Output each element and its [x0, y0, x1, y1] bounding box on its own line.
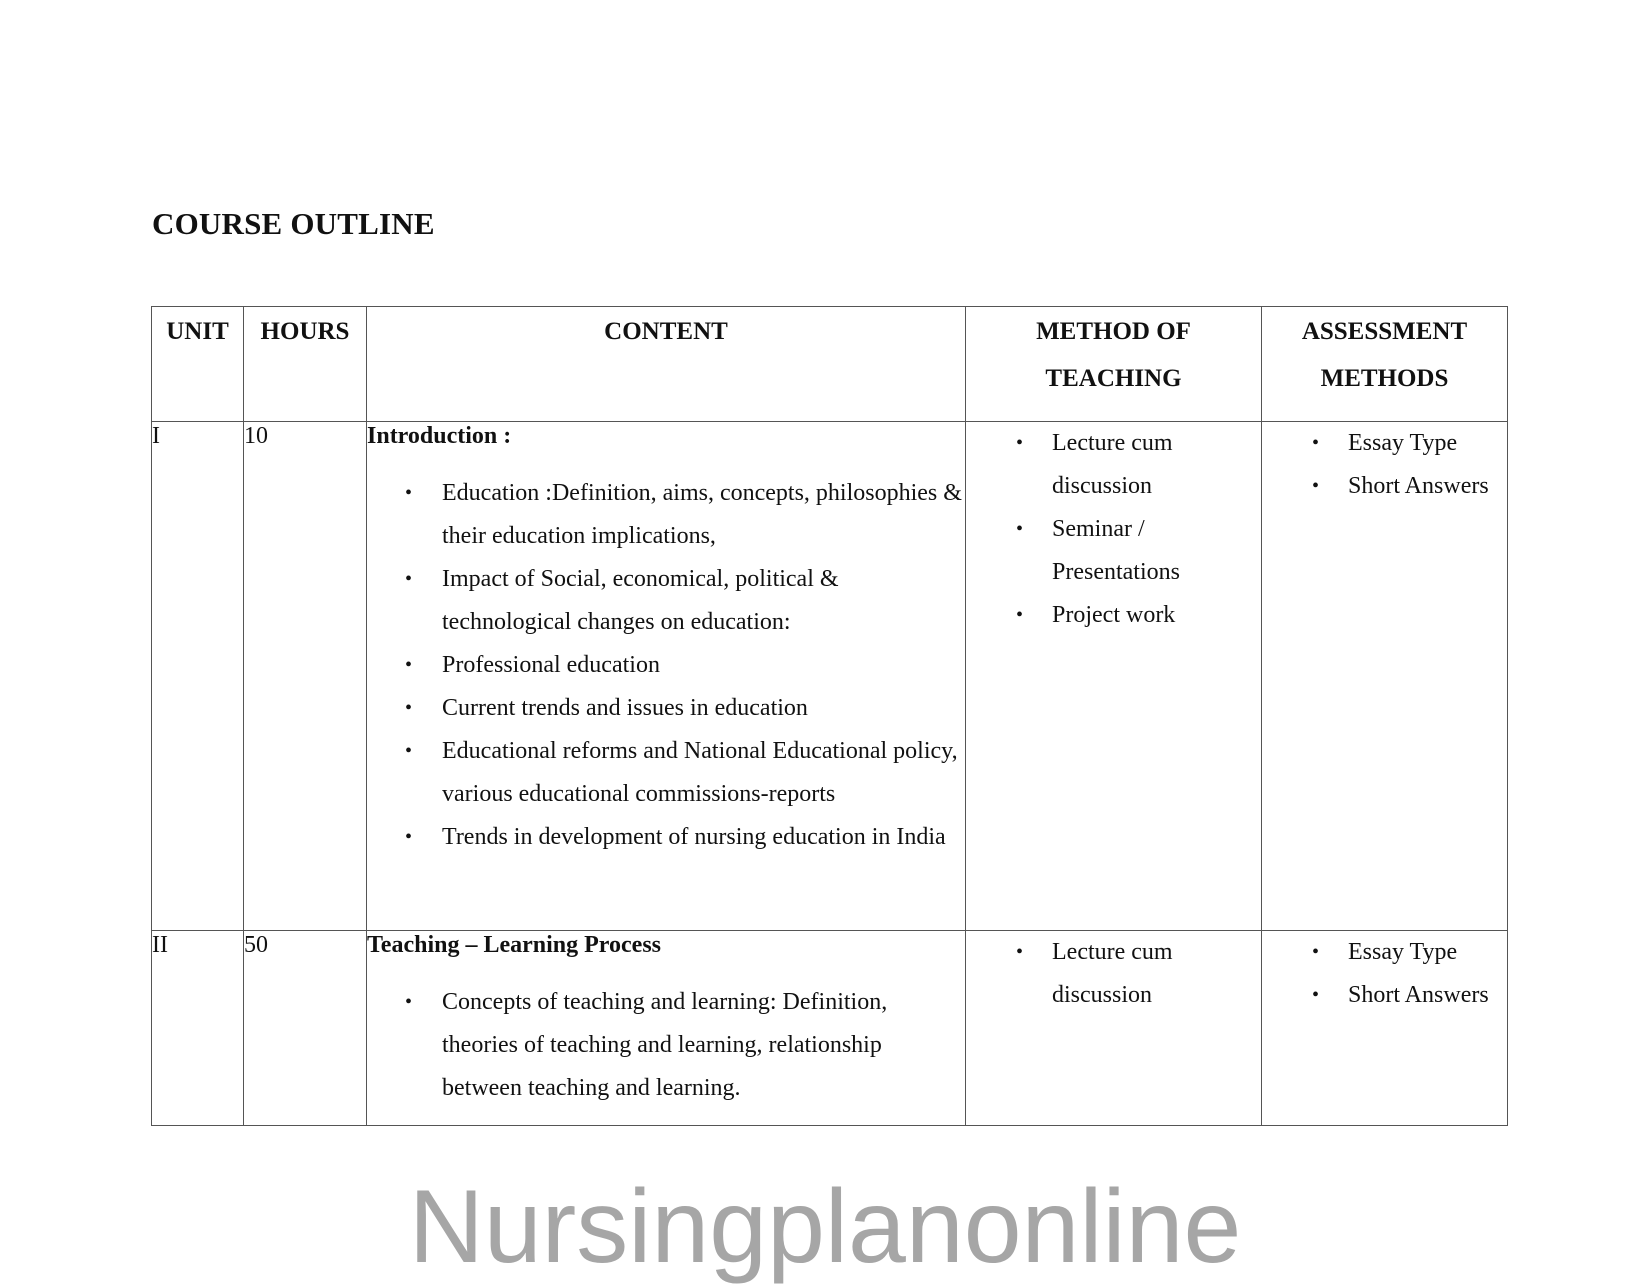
- bullet-icon: •: [1016, 432, 1024, 454]
- bullet-icon: •: [1016, 941, 1024, 963]
- list-item: • Education :Definition, aims, concepts, philosophies & their education implications,: [367, 472, 965, 558]
- assessment-list: [1262, 931, 1507, 1017]
- table-header-row: [152, 307, 1508, 422]
- method-cell: [966, 931, 1262, 1126]
- bullet-icon: •: [405, 826, 413, 848]
- assessment-list: [1262, 422, 1507, 508]
- list-item: • Short Answers: [1262, 974, 1507, 1017]
- header-assessment-line1: ASSESSMENT: [1301, 318, 1468, 345]
- header-assessment-line2: METHODS: [1320, 365, 1449, 392]
- list-item: • Professional education: [367, 644, 965, 687]
- method-cell: [966, 422, 1262, 931]
- method-list: [966, 931, 1261, 1017]
- table-row: [152, 422, 1508, 931]
- bullet-icon: •: [1312, 432, 1320, 454]
- list-item: • Short Answers: [1262, 465, 1507, 508]
- bullet-icon: •: [1312, 475, 1320, 497]
- content-cell: [367, 422, 966, 931]
- page-title: COURSE OUTLINE: [152, 206, 435, 241]
- assessment-cell: [1262, 422, 1508, 931]
- header-hours: HOURS: [244, 307, 367, 422]
- list-item: • Educational reforms and National Educational policy, various educational commissions-reports: [367, 730, 965, 816]
- header-unit: UNIT: [152, 307, 244, 422]
- list-item: • Trends in development of nursing education in India: [367, 816, 965, 859]
- list-item: • Project work: [966, 594, 1261, 637]
- header-method-line1: METHOD OF: [1036, 318, 1191, 345]
- bullet-icon: •: [405, 697, 413, 719]
- content-cell: [367, 931, 966, 1126]
- list-item: • Concepts of teaching and learning: Definition, theories of teaching and learning, relationship between teaching and learning.: [367, 981, 965, 1110]
- list-item: • Lecture cum discussion: [966, 422, 1261, 508]
- bullet-icon: •: [405, 568, 413, 590]
- unit-cell: II: [152, 931, 244, 1126]
- bullet-icon: •: [405, 991, 413, 1013]
- bullet-icon: •: [405, 482, 413, 504]
- header-method-line2: TEACHING: [1045, 365, 1182, 392]
- method-list: [966, 422, 1261, 637]
- unit-cell: I: [152, 422, 244, 931]
- hours-cell: 50: [244, 931, 367, 1126]
- bullet-icon: •: [1312, 984, 1320, 1006]
- list-item: • Lecture cum discussion: [966, 931, 1261, 1017]
- header-method-of-teaching: [966, 307, 1262, 422]
- header-content: CONTENT: [367, 307, 966, 422]
- content-list: [367, 472, 965, 859]
- list-item: • Seminar / Presentations: [966, 508, 1261, 594]
- bullet-icon: •: [1312, 941, 1320, 963]
- unit-heading: Teaching – Learning Process: [367, 932, 662, 958]
- bullet-icon: •: [405, 654, 413, 676]
- unit-heading: Introduction :: [367, 423, 512, 449]
- bullet-icon: •: [1016, 604, 1024, 626]
- course-outline-table: [151, 306, 1508, 1126]
- list-item: • Essay Type: [1262, 422, 1507, 465]
- list-item: • Essay Type: [1262, 931, 1507, 974]
- bullet-icon: •: [1016, 518, 1024, 540]
- assessment-cell: [1262, 931, 1508, 1126]
- list-item: • Current trends and issues in education: [367, 687, 965, 730]
- hours-cell: 10: [244, 422, 367, 931]
- header-assessment-methods: [1262, 307, 1508, 422]
- watermark: Nursingplanonline: [408, 1169, 1242, 1285]
- content-list: [367, 981, 965, 1110]
- table-row: [152, 931, 1508, 1126]
- list-item: • Impact of Social, economical, political & technological changes on education:: [367, 558, 965, 644]
- bullet-icon: •: [405, 740, 413, 762]
